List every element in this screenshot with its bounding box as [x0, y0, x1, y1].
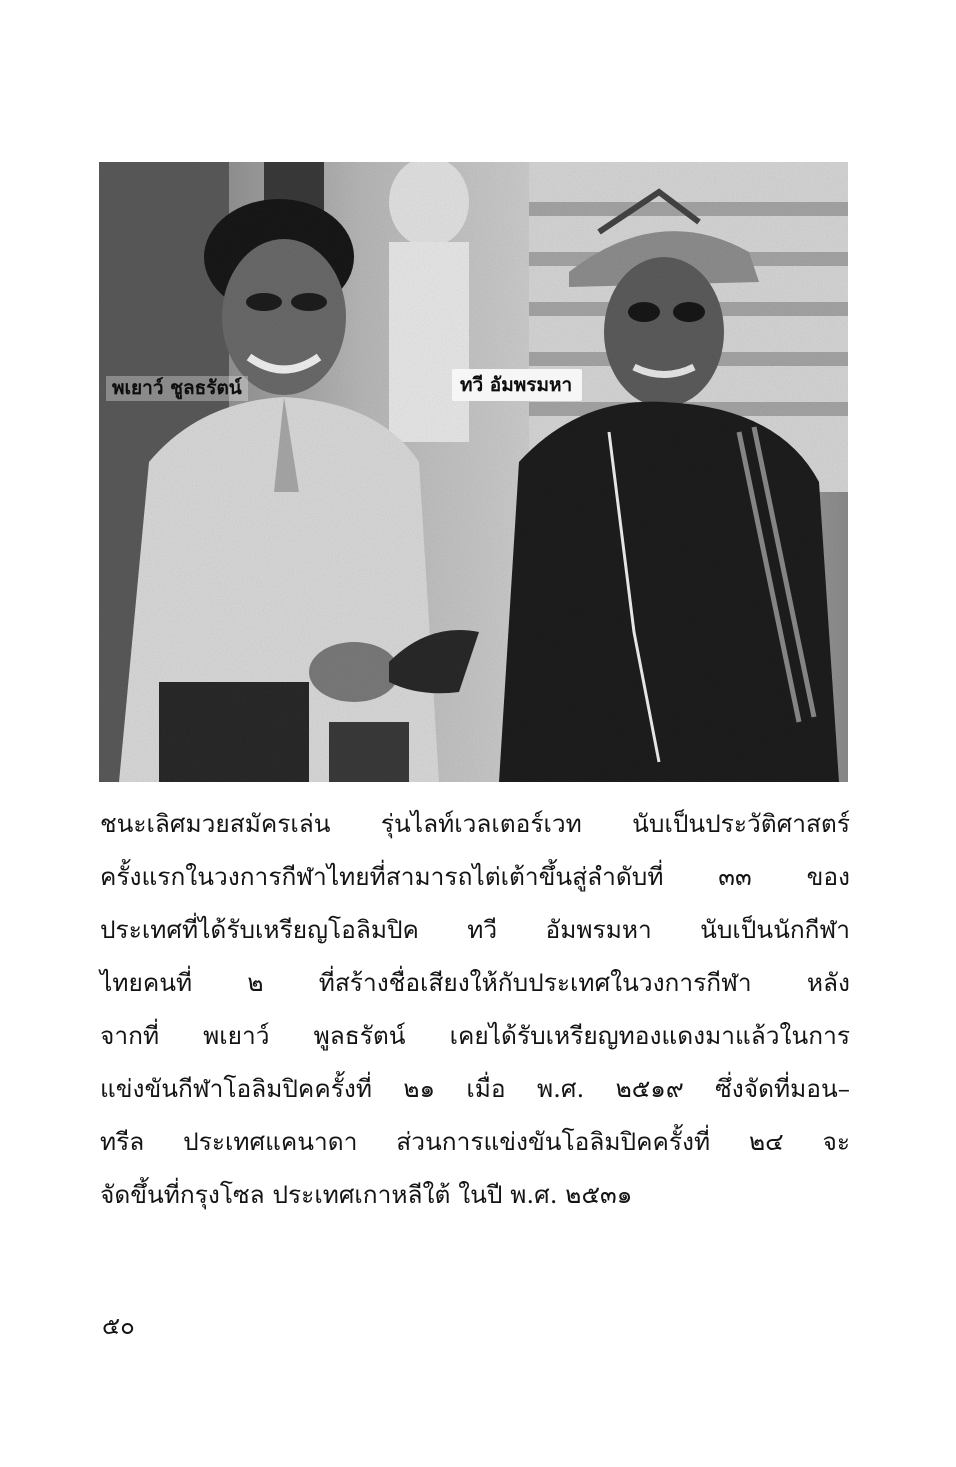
photo-caption-right: ทวี อัมพรมหา [452, 369, 582, 401]
body-line: จัดขึ้นที่กรุงโซล ประเทศเกาหลีใต้ ในปี พ.ศ. ๒๕๓๑ [100, 1180, 633, 1209]
photo-image [99, 162, 848, 782]
body-line: จากที่ พเยาว์ พูลธรัตน์ เคยได้รับเหรียญทองแดงมาแล้วในการ [100, 1021, 850, 1050]
body-line: แข่งขันกีฬาโอลิมปิคครั้งที่ ๒๑ เมื่อ พ.ศ. ๒๕๑๙ ซึ่งจัดที่มอน– [100, 1074, 850, 1103]
photo-two-boxers-handshake [99, 162, 848, 782]
body-line: ทรีล ประเทศแคนาดา ส่วนการแข่งขันโอลิมปิคครั้งที่ ๒๔ จะ [100, 1127, 850, 1156]
body-line: ชนะเลิศมวยสมัครเล่น รุ่นไลท์เวลเตอร์เวท นับเป็นประวัติศาสตร์ [100, 809, 850, 838]
photo-caption-left: พเยาว์ ชูลธรัตน์ [106, 376, 248, 401]
body-line: ประเทศที่ได้รับเหรียญโอลิมปิค ทวี อัมพรมหา นับเป็นนักกีฬา [100, 915, 850, 944]
body-line: ไทยคนที่ ๒ ที่สร้างชื่อเสียงให้กับประเทศในวงการกีฬา หลัง [100, 968, 850, 997]
body-line: ครั้งแรกในวงการกีฬาไทยที่สามารถไต่เต้าขึ้นสู่ลำดับที่ ๓๓ ของ [100, 862, 850, 891]
page-number: ๕๐ [102, 1312, 135, 1340]
body-paragraph [100, 797, 850, 1221]
